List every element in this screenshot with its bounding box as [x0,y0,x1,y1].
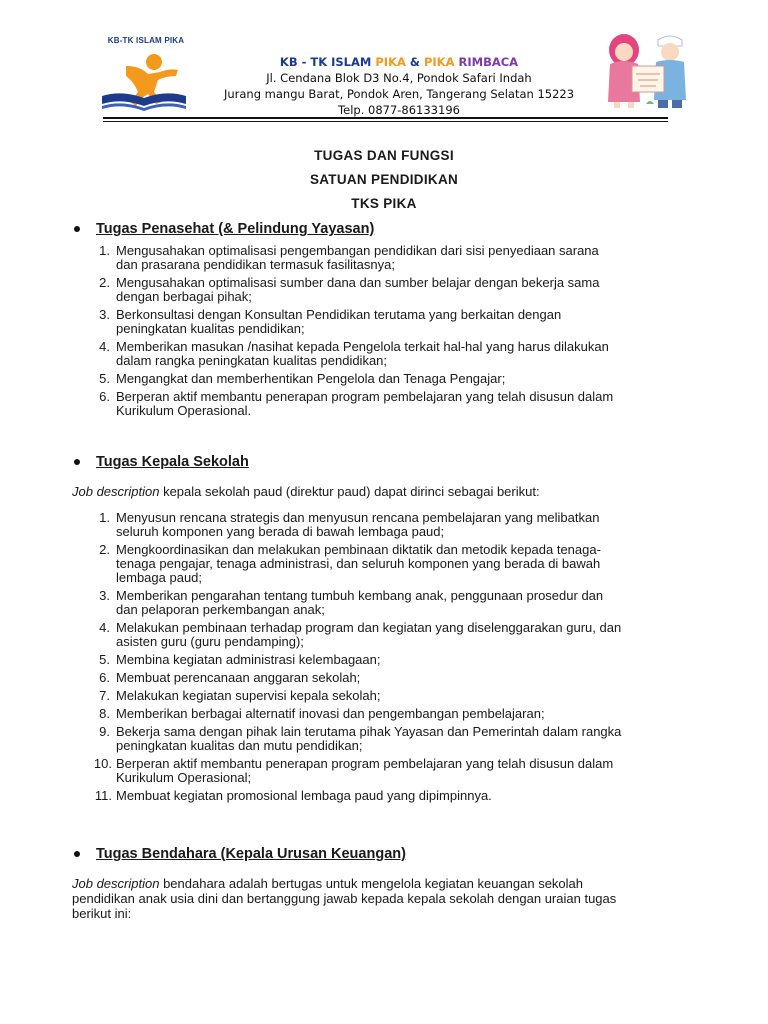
school-logo [96,36,196,112]
list-item [72,372,692,386]
item-line: Mengusahakan optimalisasi sumber dana dan sumber belajar dengan bekerja sama [116,275,600,290]
item-number: 5. [99,371,110,386]
item-number: 7. [99,688,110,703]
section-heading-label: Tugas Penasehat (& Pelindung Yayasan) [96,221,375,237]
item-line: Mengusahakan optimalisasi pengembangan pendidikan dari sisi penyediaan sarana [116,243,599,258]
bendahara-intro [72,876,692,921]
bullet-icon [74,851,80,857]
item-number: 5. [99,652,110,667]
list-item [72,244,692,272]
letterhead [0,0,768,125]
item-number: 9. [99,724,110,739]
doc-title-1: TUGAS DAN FUNGSI [314,148,454,163]
intro-line [72,876,692,891]
org-name-pika: PIKA [375,55,406,69]
item-line: Berkonsultasi dengan Konsultan Pendidikan terutama yang berkaitan dengan [116,307,562,322]
item-line: dan prasarana pendidikan termasuk fasilitasnya; [116,257,395,272]
item-number: 10. [93,756,112,771]
item-line: dan pelaporan perkembangan anak; [116,602,325,617]
item-line: Mengangkat dan memberhentikan Pengelola dan Tenaga Pengajar; [116,371,506,386]
item-line: Menyusun rencana strategis dan menyusun rencana pembelajaran yang melibatkan [116,510,600,525]
list-item [72,689,692,703]
item-number: 8. [99,706,110,721]
section-bendahara [72,844,692,921]
item-number: 6. [99,389,110,404]
address-line-2: Jurang mangu Barat, Pondok Aren, Tangerang Selatan 15223 [223,87,575,101]
list-item [72,308,692,336]
list-item [72,671,692,685]
item-number: 1. [99,510,110,525]
kepala-list [72,511,692,803]
list-item [72,757,692,785]
list-item [72,789,692,803]
item-line: Melakukan kegiatan supervisi kepala sekolah; [116,688,381,703]
section-heading-label: Tugas Kepala Sekolah [96,454,249,470]
section-kepala-sekolah [72,452,692,807]
item-number: 11. [94,788,112,803]
item-number: 4. [99,339,110,354]
item-line: tenaga pengajar, tenaga administrasi, dan seluruh komponen yang berada di bawah [116,556,601,571]
section-penasehat [72,219,692,422]
org-name-amp: & [405,55,424,69]
item-line: Memberikan masukan /nasihat kepada Pengelola terkait hal-hal yang harus dilakukan [116,339,609,354]
item-number: 1. [99,243,110,258]
bullet-icon [74,226,80,232]
list-item [72,621,692,649]
item-number: 6. [99,670,110,685]
item-line: Membuat perencanaan anggaran sekolah; [116,670,361,685]
item-line: Membuat kegiatan promosional lembaga paud yang dipimpinnya. [116,788,492,803]
org-name-pika2: PIKA [423,55,455,69]
section-heading-label: Tugas Bendahara (Kepala Urusan Keuangan) [96,846,406,862]
item-line: seluruh komponen yang berada di bawah lembaga paud; [116,524,445,539]
section-heading [72,219,692,239]
item-line: Memberikan berbagai alternatif inovasi dan pengembangan pembelajaran; [116,706,545,721]
item-line: peningkatan kualitas dan mutu pendidikan; [116,738,363,753]
org-name-rimbaca: RIMBACA [454,55,519,69]
list-item [72,725,692,753]
item-line: Mengkoordinasikan dan melakukan pembinaan diktatik dan metodik kepada tenaga- [116,542,601,557]
list-item [72,390,692,418]
kepala-intro [72,484,692,499]
bullet-icon [74,459,80,465]
list-item [72,340,692,368]
list-item [72,707,692,721]
org-name-part: KB - TK ISLAM [279,55,376,69]
list-item [72,511,692,539]
item-line: Kurikulum Operasional; [116,770,252,785]
section-heading [72,844,692,864]
item-number: 4. [99,620,110,635]
logo-figure-icon [96,36,196,112]
penasehat-list [72,244,692,418]
letterhead-rule [103,117,668,119]
phone: Telp. 0877-86133196 [338,103,460,117]
intro-em: Job description [72,876,160,891]
item-line: Kurikulum Operasional. [116,403,252,418]
section-heading [72,452,692,472]
item-line: Melakukan pembinaan terhadap program dan kegiatan yang diselenggarakan guru, dan [116,620,622,635]
list-item [72,589,692,617]
item-line: Berperan aktif membantu penerapan program pembelajaran yang telah disusun dalam [116,756,614,771]
item-line: asisten guru (guru pendamping); [116,634,304,649]
item-line: peningkatan kualitas pendidikan; [116,321,305,336]
org-name [200,55,598,70]
logo-text: KB-TK ISLAM PIKA [107,36,185,45]
item-number: 3. [99,307,110,322]
item-number: 2. [99,275,110,290]
item-line: Memberikan pengarahan tentang tumbuh kembang anak, penggunaan prosedur dan [116,588,604,603]
item-number: 3. [99,588,110,603]
intro-rest: bendahara adalah bertugas untuk mengelola kegiatan keuangan sekolah [159,876,584,891]
item-number: 2. [99,542,110,557]
address-line-1: Jl. Cendana Blok D3 No.4, Pondok Safari Indah [266,71,532,85]
item-line: Berperan aktif membantu penerapan program pembelajaran yang telah disusun dalam [116,389,614,404]
org-info [200,55,598,118]
item-line: Membina kegiatan administrasi kelembagaan; [116,652,381,667]
list-item [72,276,692,304]
item-line: dengan berbagai pihak; [116,289,252,304]
intro-line: berikut ini: [72,906,132,921]
intro-em: Job description [72,484,160,499]
letterhead-rule-thin [103,121,668,122]
item-line: Bekerja sama dengan pihak lain terutama pihak Yayasan dan Pemerintah dalam rangka [116,724,622,739]
children-illustration-icon [602,30,694,110]
doc-title-2: SATUAN PENDIDIKAN [309,172,459,187]
intro-line: pendidikan anak usia dini dan bertanggung jawab kepada kepala sekolah dengan uraian tugas [72,891,617,906]
intro-rest: kepala sekolah paud (direktur paud) dapat dirinci sebagai berikut: [159,484,540,499]
list-item [72,543,692,585]
list-item [72,653,692,667]
item-line: dalam rangka peningkatan kualitas pendidikan; [116,353,388,368]
item-line: lembaga paud; [116,570,203,585]
doc-title-3: TKS PIKA [351,196,417,211]
